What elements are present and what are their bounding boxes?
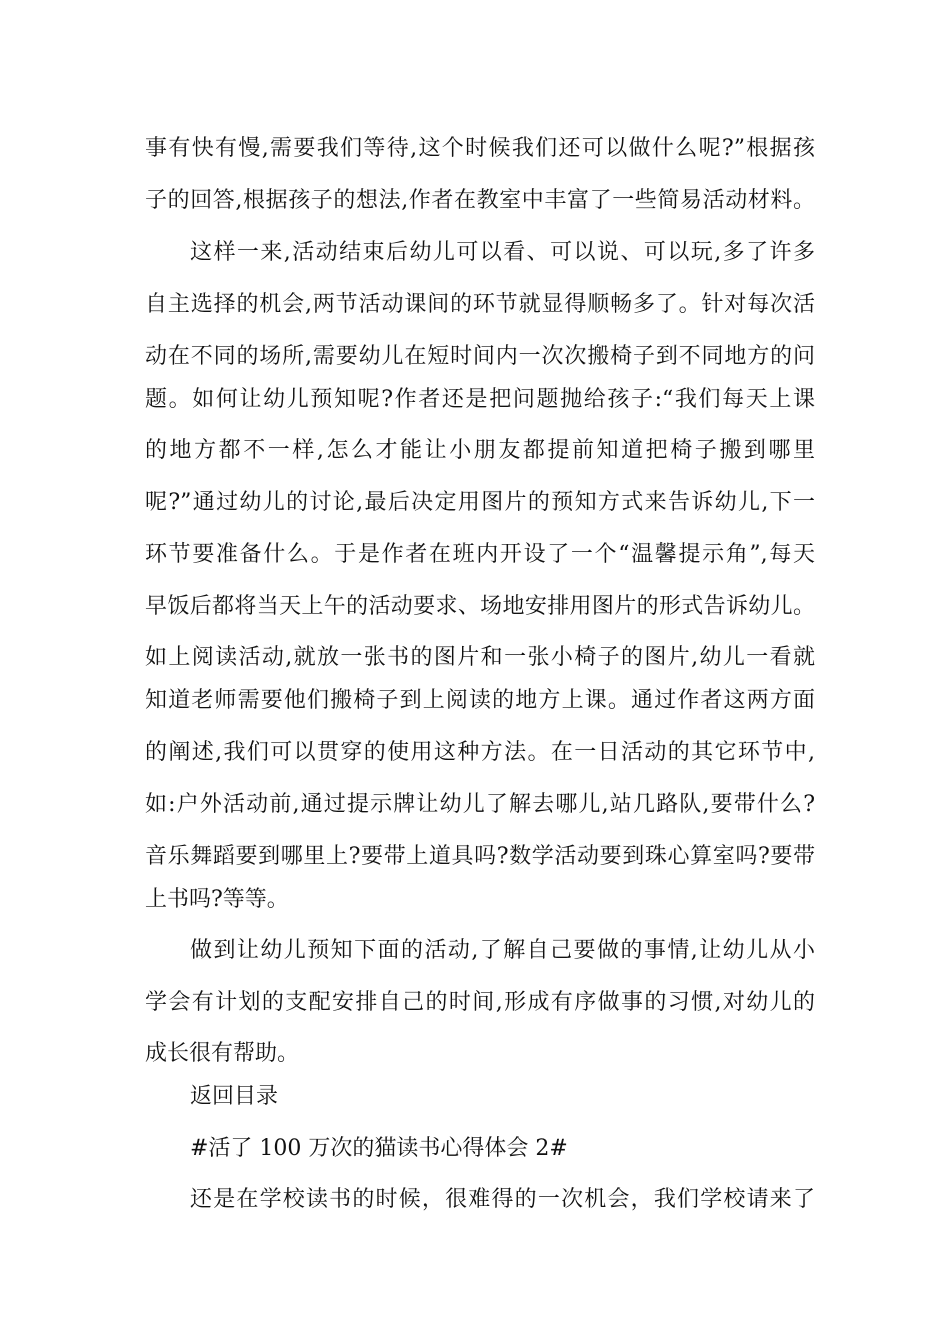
- paragraph-line: 还是在学校读书的时候，很难得的一次机会，我们学校请来了: [190, 1187, 815, 1212]
- paragraph-line: 知道老师需要他们搬椅子到上阅读的地方上课。通过作者这两方面: [145, 688, 815, 713]
- paragraph-line: 子的回答,根据孩子的想法,作者在教室中丰富了一些简易活动材料。: [145, 188, 815, 213]
- paragraph-line: 自主选择的机会,两节活动课间的环节就显得顺畅多了。针对每次活: [145, 292, 815, 317]
- back-to-contents-link[interactable]: 返回目录: [190, 1084, 279, 1109]
- paragraph-line: 题。如何让幼儿预知呢?作者还是把问题抛给孩子:“我们每天上课: [145, 387, 815, 412]
- paragraph-line: 事有快有慢,需要我们等待,这个时候我们还可以做什么呢?”根据孩: [145, 136, 815, 161]
- section-heading: #活了 100 万次的猫读书心得体会 2#: [190, 1136, 568, 1161]
- paragraph-line: 音乐舞蹈要到哪里上?要带上道具吗?数学活动要到珠心算室吗?要带: [145, 844, 815, 869]
- paragraph-line: 做到让幼儿预知下面的活动,了解自己要做的事情,让幼儿从小: [190, 938, 815, 963]
- paragraph-line: 如上阅读活动,就放一张书的图片和一张小椅子的图片,幼儿一看就: [145, 645, 815, 670]
- paragraph-line: 动在不同的场所,需要幼儿在短时间内一次次搬椅子到不同地方的问: [145, 344, 815, 369]
- paragraph-line: 环节要准备什么。于是作者在班内开设了一个“温馨提示角”,每天: [145, 542, 815, 567]
- paragraph-line: 的地方都不一样,怎么才能让小朋友都提前知道把椅子搬到哪里: [145, 438, 815, 463]
- paragraph-line: 学会有计划的支配安排自己的时间,形成有序做事的习惯,对幼儿的: [145, 990, 815, 1015]
- paragraph-line: 这样一来,活动结束后幼儿可以看、可以说、可以玩,多了许多: [190, 240, 815, 265]
- paragraph-line: 的阐述,我们可以贯穿的使用这种方法。在一日活动的其它环节中,: [145, 740, 815, 765]
- paragraph-line: 如:户外活动前,通过提示牌让幼儿了解去哪儿,站几路队,要带什么?: [145, 792, 815, 817]
- paragraph-line: 呢?”通过幼儿的讨论,最后决定用图片的预知方式来告诉幼儿,下一: [145, 490, 815, 515]
- paragraph-line: 成长很有帮助。: [145, 1041, 300, 1066]
- paragraph-line: 上书吗?等等。: [145, 887, 289, 912]
- paragraph-line: 早饭后都将当天上午的活动要求、场地安排用图片的形式告诉幼儿。: [145, 594, 815, 619]
